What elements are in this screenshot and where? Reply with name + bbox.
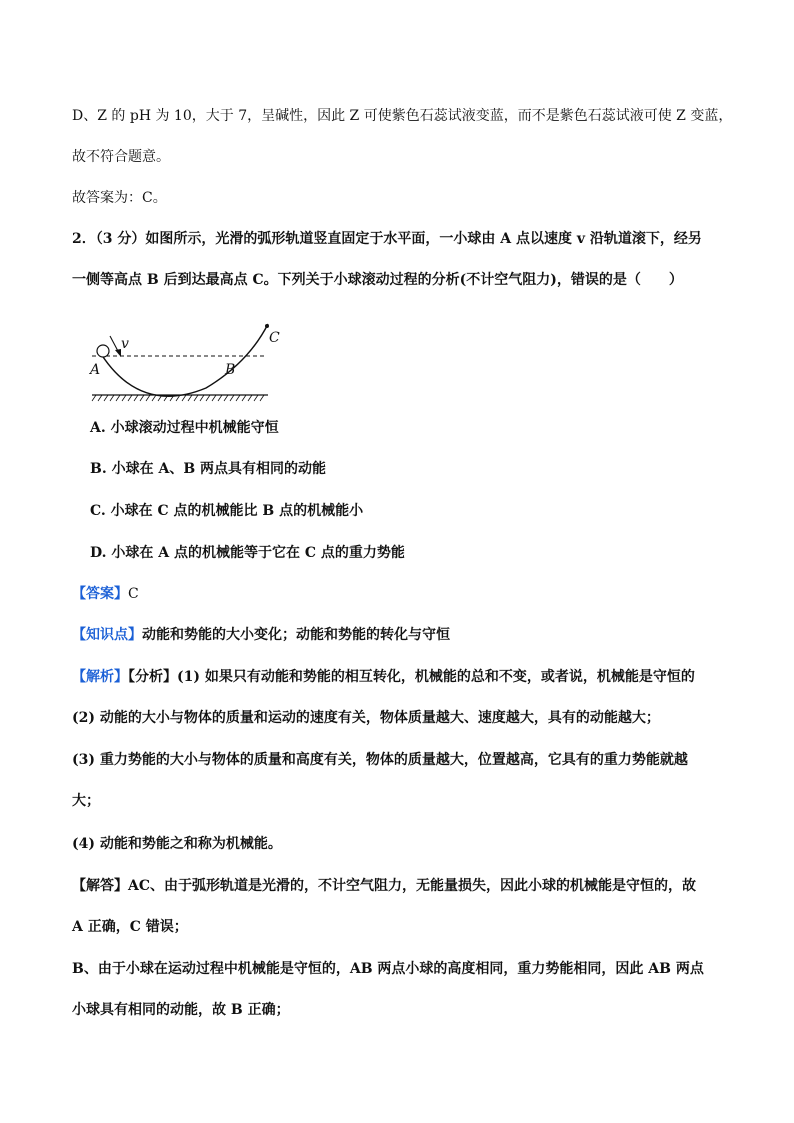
option-d: D. 小球在 A 点的机械能等于它在 C 点的重力势能 bbox=[90, 545, 405, 561]
analysis-tag: 【解析】 bbox=[72, 669, 128, 685]
prev-answer-line: 故答案为：C。 bbox=[72, 190, 167, 206]
option-c: C. 小球在 C 点的机械能比 B 点的机械能小 bbox=[90, 503, 364, 519]
question-line-2: 一侧等高点 B 后到达最高点 C。下列关于小球滚动过程的分析(不计空气阻力)，错误的是（ ） bbox=[72, 272, 683, 288]
answer-line bbox=[72, 584, 732, 604]
knowledge-line bbox=[72, 625, 732, 645]
analysis-line-4: 大； bbox=[72, 793, 100, 809]
option-b: B. 小球在 A、B 两点具有相同的动能 bbox=[90, 461, 327, 477]
label-v: v bbox=[121, 336, 129, 352]
question-line-1: 2．（3 分）如图所示，光滑的弧形轨道竖直固定于水平面，一小球由 A 点以速度 v 沿轨道滚下，经另 bbox=[72, 231, 702, 247]
answer-tag: 【答案】 bbox=[72, 586, 128, 602]
answer-value: C bbox=[128, 586, 139, 602]
option-a: A. 小球滚动过程中机械能守恒 bbox=[90, 420, 279, 436]
analysis-line-2: (2) 动能的大小与物体的质量和运动的速度有关，物体质量越大、速度越大，具有的动能越大； bbox=[72, 710, 660, 726]
analysis-text-1: 【分析】(1) 如果只有动能和势能的相互转化，机械能的总和不变，或者说，机械能是守恒的 bbox=[128, 669, 695, 685]
track-diagram bbox=[86, 318, 280, 402]
ball bbox=[97, 345, 109, 357]
label-b: B bbox=[225, 362, 236, 378]
prev-item-line-2: 故不符合题意。 bbox=[72, 149, 170, 165]
analysis-line-5: (4) 动能和势能之和称为机械能。 bbox=[72, 836, 282, 852]
solution-line-1: 【解答】AC、由于弧形轨道是光滑的，不计空气阻力，无能量损失，因此小球的机械能是守恒的，故 bbox=[72, 878, 697, 894]
knowledge-value: 动能和势能的大小变化；动能和势能的转化与守恒 bbox=[142, 627, 450, 643]
solution-line-2: A 正确，C 错误； bbox=[72, 919, 188, 935]
label-c: C bbox=[269, 330, 280, 346]
knowledge-tag: 【知识点】 bbox=[72, 627, 142, 643]
arc-track bbox=[98, 324, 268, 396]
prev-item-line-1: D、Z 的 pH 为 10，大于 7，呈碱性，因此 Z 可使紫色石蕊试液变蓝，而不是紫色石蕊试液可使 Z 变蓝， bbox=[72, 108, 733, 124]
solution-line-4: 小球具有相同的动能，故 B 正确； bbox=[72, 1002, 290, 1018]
analysis-line-3: (3) 重力势能的大小与物体的质量和高度有关，物体的质量越大，位置越高，它具有的重力势能就越 bbox=[72, 752, 688, 768]
label-a: A bbox=[90, 362, 101, 378]
point-c-dot bbox=[265, 324, 269, 328]
analysis-line-1 bbox=[72, 667, 732, 687]
solution-line-3: B、由于小球在运动过程中机械能是守恒的，AB 两点小球的高度相同，重力势能相同，因此 AB 两点 bbox=[72, 961, 704, 977]
